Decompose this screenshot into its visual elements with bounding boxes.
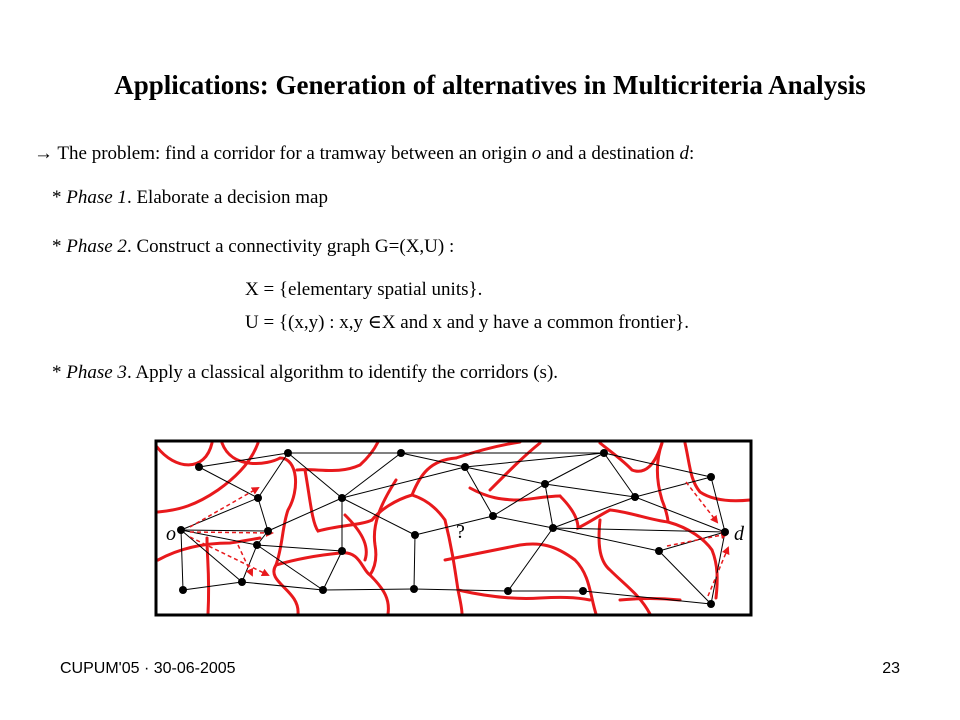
unit-frontier — [610, 510, 668, 522]
phase-2-label: Phase 2 — [66, 236, 127, 257]
graph-node — [338, 547, 346, 555]
graph-edge — [465, 453, 604, 467]
unit-frontier — [685, 443, 750, 501]
graph-node — [504, 587, 512, 595]
destination-symbol: d — [679, 143, 689, 164]
phase-3-label: Phase 3 — [66, 362, 127, 383]
unit-frontier — [490, 443, 540, 490]
graph-node — [721, 528, 729, 536]
graph-edge — [553, 528, 725, 532]
graph-edge — [711, 532, 725, 604]
graph-edge — [199, 467, 258, 498]
graph-edge — [414, 535, 415, 589]
u-def-before: U = {(x,y) : x,y — [245, 312, 368, 333]
graph-node — [655, 547, 663, 555]
graph-node — [284, 449, 292, 457]
graph-edge — [242, 545, 257, 582]
unit-frontier — [600, 443, 662, 471]
graph-node — [410, 585, 418, 593]
graph-edge — [711, 477, 725, 532]
page-number: 23 — [882, 660, 900, 677]
graph-edge — [258, 498, 268, 531]
graph-edge — [659, 551, 711, 604]
unit-frontier — [276, 553, 388, 614]
right-arrow-icon: → — [34, 143, 53, 164]
unit-frontier — [445, 544, 596, 614]
unit-frontier — [658, 443, 669, 522]
graph-edges — [181, 453, 725, 604]
graph-edge — [508, 528, 553, 591]
slide-title: Applications: Generation of alternatives in Multicriteria Analysis — [114, 70, 866, 100]
graph-node — [319, 586, 327, 594]
bullet-marker: * — [52, 187, 67, 208]
graph-edge — [342, 498, 415, 535]
footer-conference-date: CUPUM'05 · 30-06-2005 — [60, 660, 236, 677]
corridor-arrow — [686, 482, 717, 522]
graph-node — [707, 600, 715, 608]
bullet-marker: * — [52, 236, 67, 257]
graph-edge — [257, 545, 323, 590]
unit-frontier — [222, 443, 298, 614]
unit-frontier — [456, 442, 520, 458]
graph-node — [489, 512, 497, 520]
phase-3-text: . Apply a classical algorithm to identify the corridors (s). — [126, 362, 559, 383]
graph-node — [254, 494, 262, 502]
graph-node — [397, 449, 405, 457]
graph-node — [461, 463, 469, 471]
graph-edge — [183, 582, 242, 590]
unit-frontier — [157, 443, 212, 465]
graph-edge — [659, 532, 725, 551]
problem-text-middle: and a destination — [541, 143, 680, 164]
graph-edge — [342, 453, 401, 498]
graph-edge — [323, 551, 342, 590]
question-mark: ? — [456, 521, 465, 543]
graph-edge — [493, 516, 553, 528]
corridor-arrow — [238, 545, 252, 575]
corridor-arrow — [190, 532, 272, 533]
graph-edge — [181, 530, 268, 531]
bullet-marker: * — [52, 362, 67, 383]
origin-label: o — [166, 523, 176, 545]
unit-frontier — [668, 522, 717, 598]
graph-node — [411, 531, 419, 539]
origin-symbol: o — [531, 143, 542, 164]
graph-edge — [465, 467, 545, 484]
destination-label: d — [734, 523, 744, 545]
graph-edge — [553, 528, 659, 551]
graph-node — [579, 587, 587, 595]
graph-edge — [415, 516, 493, 535]
graph-edge — [635, 477, 711, 497]
graph-edge — [323, 589, 414, 590]
element-of-symbol: ∈ — [367, 312, 382, 333]
graph-node — [549, 524, 557, 532]
graph-edge — [181, 530, 183, 590]
phase-2-text: . Construct a connectivity graph G=(X,U) : — [126, 236, 455, 257]
graph-edge — [342, 467, 465, 498]
problem-text-after: : — [688, 143, 695, 164]
graph-edge — [257, 545, 342, 551]
graph-node — [253, 541, 261, 549]
unit-frontier — [412, 495, 462, 614]
u-def-after: X and x and y have a common frontier}. — [381, 312, 690, 333]
graph-node — [707, 473, 715, 481]
corridor-arrow — [190, 488, 258, 527]
phase-1-text: . Elaborate a decision map — [126, 187, 328, 208]
graph-edge — [465, 467, 493, 516]
graph-edge — [242, 582, 323, 590]
spatial-unit-frontiers — [157, 442, 750, 614]
phase-1-label: Phase 1 — [66, 187, 127, 208]
unit-frontier — [207, 538, 209, 614]
unit-frontier — [370, 480, 396, 575]
graph-node — [179, 586, 187, 594]
graph-edge — [545, 484, 553, 528]
graph-node — [600, 449, 608, 457]
graph-node — [177, 526, 185, 534]
graph-node — [264, 527, 272, 535]
unit-frontier — [305, 470, 372, 531]
graph-edge — [268, 498, 342, 531]
unit-frontier — [297, 442, 378, 471]
unit-frontier — [560, 496, 610, 528]
graph-node — [631, 493, 639, 501]
graph-node — [195, 463, 203, 471]
graph-node — [338, 494, 346, 502]
graph-edge — [583, 591, 711, 604]
problem-text-before: The problem: find a corridor for a tramway between an origin — [53, 143, 532, 164]
unit-frontier — [372, 458, 456, 520]
graph-node — [541, 480, 549, 488]
x-definition: X = {elementary spatial units}. — [245, 279, 483, 300]
graph-node — [238, 578, 246, 586]
